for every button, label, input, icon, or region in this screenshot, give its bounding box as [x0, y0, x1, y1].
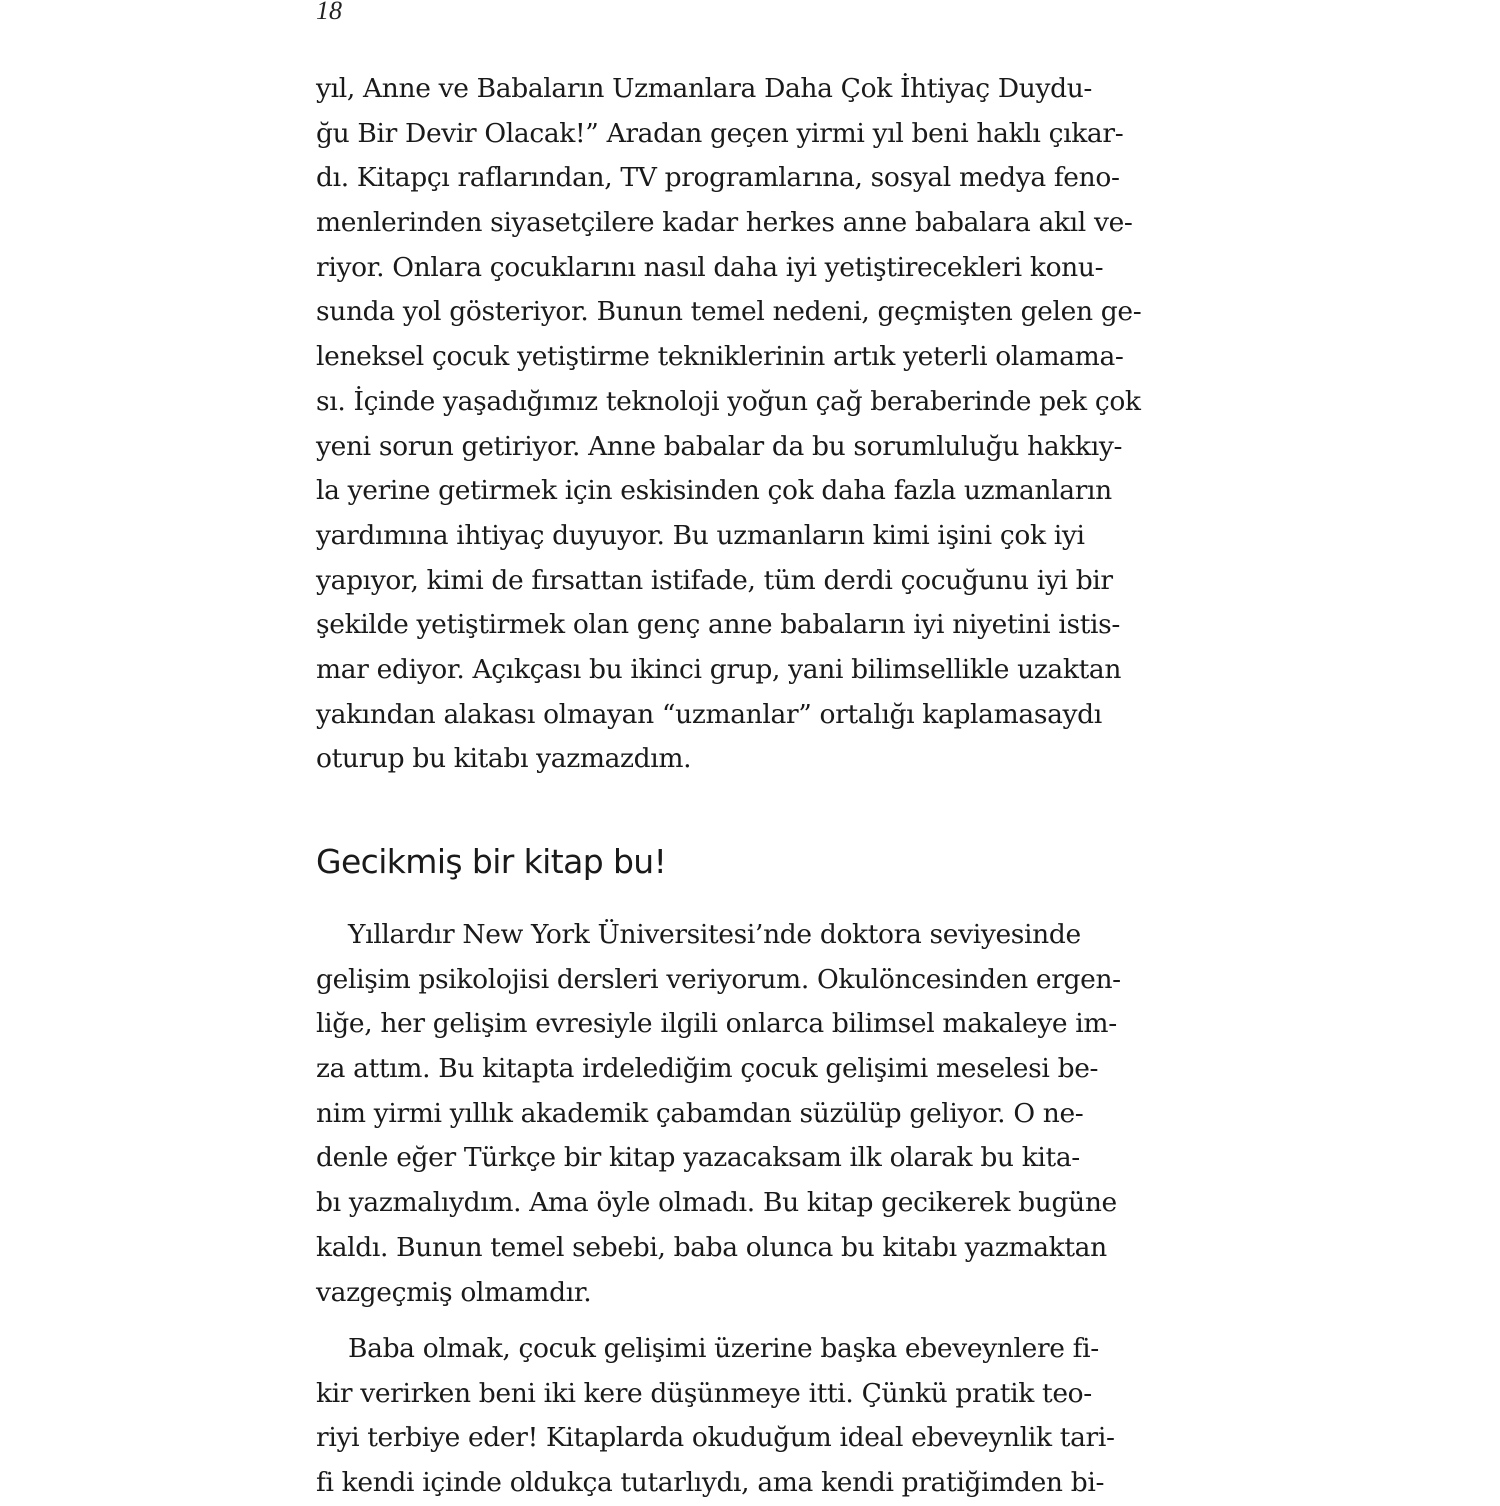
- paragraph-line: oturup bu kitabı yazmazdım.: [316, 743, 692, 775]
- paragraph-line: Yıllardır New York Üniversitesi’nde doktora seviyesinde: [348, 919, 1081, 950]
- paragraph-line: kir verirken beni iki kere düşünmeye itti. Çünkü pratik teo-: [316, 1377, 1092, 1409]
- paragraph-line: vazgeçmiş olmamdır.: [316, 1276, 592, 1308]
- paragraph-line: yıl, Anne ve Babaların Uzmanlara Daha Çok İhtiyaç Duydu-: [316, 73, 1093, 104]
- paragraph-line: yardımına ihtiyaç duyuyor. Bu uzmanların kimi işini çok iyi: [316, 519, 1085, 551]
- paragraph-line: la yerine getirmek için eskisinden çok daha fazla uzmanların: [316, 475, 1112, 507]
- paragraph-line: sı. İçinde yaşadığımız teknoloji yoğun çağ beraberinde pek çok: [316, 385, 1141, 417]
- paragraph-line: menlerinden siyasetçilere kadar herkes anne babalara akıl ve-: [316, 207, 1133, 239]
- paragraph-line: gelişim psikolojisi dersleri veriyorum. Okulöncesinden ergen-: [316, 963, 1121, 995]
- paragraph-line: riyor. Onlara çocuklarını nasıl daha iyi yetiştirecekleri konu-: [316, 251, 1104, 283]
- paragraph-line: yapıyor, kimi de fırsattan istifade, tüm derdi çocuğunu iyi bir: [316, 564, 1113, 596]
- paragraph-line: za attım. Bu kitapta irdelediğim çocuk gelişimi meselesi be-: [316, 1053, 1099, 1085]
- paragraph-line: şekilde yetiştirmek olan genç anne babaların iyi niyetini istis-: [316, 609, 1120, 641]
- paragraph-1: [316, 67, 1196, 782]
- paragraph-line: ğu Bir Devir Olacak!” Aradan geçen yirmi yıl beni haklı çıkar-: [316, 117, 1124, 149]
- paragraph-line: yeni sorun getiriyor. Anne babalar da bu sorumluluğu hakkıy-: [316, 430, 1123, 462]
- paragraph-line: nim yirmi yıllık akademik çabamdan süzülüp geliyor. O ne-: [316, 1097, 1084, 1129]
- paragraph-line: riyi terbiye eder! Kitaplarda okuduğum ideal ebeveynlik tari-: [316, 1422, 1115, 1454]
- paragraph-line: sunda yol gösteriyor. Bunun temel nedeni, geçmişten gelen ge-: [316, 296, 1142, 328]
- paragraph-line: mar ediyor. Açıkçası bu ikinci grup, yani bilimsellikle uzaktan: [316, 653, 1122, 685]
- paragraph-line: dı. Kitapçı raflarından, TV programlarına, sosyal medya feno-: [316, 162, 1120, 194]
- paragraph-line: kaldı. Bunun temel sebebi, baba olunca bu kitabı yazmaktan: [316, 1231, 1107, 1263]
- paragraph-line: denle eğer Türkçe bir kitap yazacaksam ilk olarak bu kita-: [316, 1142, 1080, 1174]
- paragraph-line: leneksel çocuk yetiştirme tekniklerinin artık yeterli olamama-: [316, 341, 1124, 373]
- section-heading: Gecikmiş bir kitap bu!: [316, 842, 667, 881]
- paragraph-line: fi kendi içinde oldukça tutarlıydı, ama kendi pratiğimden bi-: [316, 1467, 1105, 1499]
- paragraph-3: [316, 1327, 1196, 1506]
- paragraph-line: bı yazmalıydım. Ama öyle olmadı. Bu kitap gecikerek bugüne: [316, 1187, 1117, 1219]
- paragraph-2: [316, 913, 1196, 1315]
- page-number: 18: [316, 0, 342, 25]
- paragraph-line: yakından alakası olmayan “uzmanlar” ortalığı kaplamasaydı: [316, 698, 1102, 730]
- paragraph-line: Baba olmak, çocuk gelişimi üzerine başka ebeveynlere fi-: [348, 1333, 1099, 1364]
- paragraph-line: liğe, her gelişim evresiyle ilgili onlarca bilimsel makaleye im-: [316, 1008, 1117, 1040]
